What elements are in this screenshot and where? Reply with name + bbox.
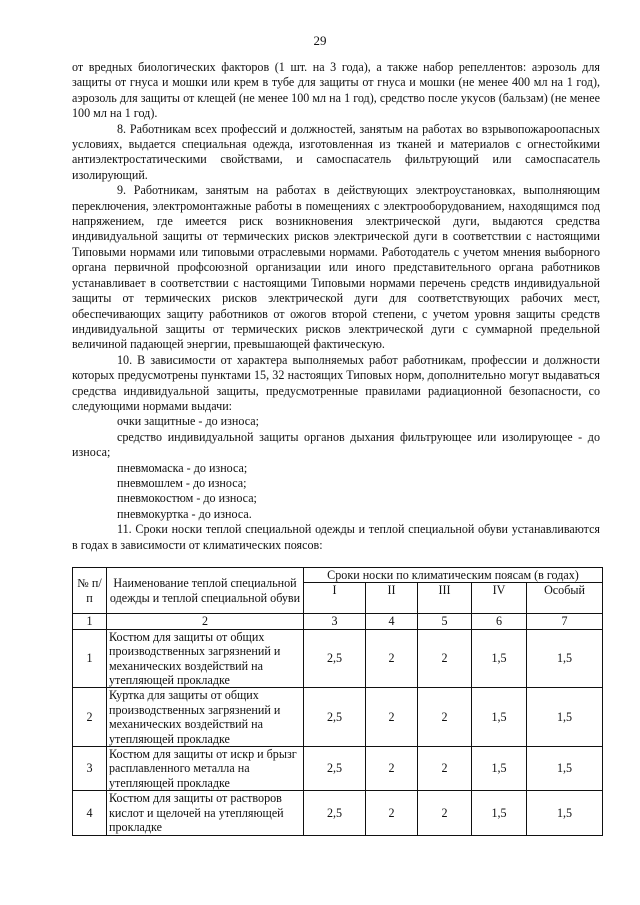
item-name: Костюм для защиты от искр и брызг расплавленного металла на утепляющей прокладке <box>107 747 304 791</box>
paragraph-11: 11. Сроки носки теплой специальной одежды и теплой специальной обуви устанавливаются в годах в зависимости от климатических поясов: <box>72 522 600 552</box>
zone-value: 2,5 <box>304 688 366 747</box>
column-number: 6 <box>472 614 527 629</box>
paragraph-8: 8. Работникам всех профессий и должностей, занятым на работах во взрывопожароопасных условиях, выдается специальная одежда, изготовленная из тканей и материалов с огнестойкими антиэлектростатическими свойствами, и самоспасатель фильтрующий или самоспасатель изолирующий. <box>72 121 600 182</box>
col-header-zone: IV <box>472 583 527 614</box>
zone-value: 1,5 <box>472 688 527 747</box>
wear-periods-table <box>72 567 603 836</box>
table-row <box>73 791 603 835</box>
paragraph-continuation: от вредных биологических факторов (1 шт. на 3 года), а также набор репеллентов: аэрозоль для защиты от гнуса и мошки или крем в тубе для защиты от гнуса и мошки (не менее 400 мл на 1 год), аэрозоль для защиты от клещей (не менее 100 мл на 1 год), средство после укусов (бальзам) (не менее 100 мл на 1 год). <box>72 60 600 121</box>
column-number: 4 <box>366 614 418 629</box>
zone-value: 1,5 <box>472 791 527 835</box>
col-header-zone: I <box>304 583 366 614</box>
zone-value: 2 <box>366 688 418 747</box>
page-number: 29 <box>313 33 327 48</box>
zone-value: 2 <box>366 791 418 835</box>
table-row <box>73 629 603 688</box>
col-header-number: № п/п <box>73 568 107 614</box>
item-name: Костюм для защиты от растворов кислот и щелочей на утепляющей прокладке <box>107 791 304 835</box>
row-number: 2 <box>73 688 107 747</box>
row-number: 1 <box>73 629 107 688</box>
col-header-zone: II <box>366 583 418 614</box>
list-item: пневмомаска - до износа; <box>117 460 248 475</box>
paragraph-9: 9. Работникам, занятым на работах в действующих электроустановках, выполняющим переключения, электромонтажные работы в помещениях с электрооборудованием, находящимся под напряжением, где имеется риск возникновения электрической дуги, выдаются средства индивидуальной защиты от термических рисков электрической дуги в соответствии с настоящими Типовыми нормами или типовыми отраслевыми нормами. Работодатель с учетом мнения выборного органа первичной профсоюзной организации или иного представительного органа работников устанавливает в соответствии с настоящими Типовыми нормами перечень средств индивидуальной защиты от термических рисков электрической дуги для соответствующих рабочих мест, обеспечивающих защиту работников от ожогов второй степени, с учетом уровня защиты средств индивидуальной защиты от термических рисков электрической дуги с суммарной предельной величиной падающей энергии, превышающей фактическую. <box>72 183 600 352</box>
paragraph-10: 10. В зависимости от характера выполняемых работ работникам, профессии и должности которых предусмотрены пунктами 15, 32 настоящих Типовых норм, дополнительно могут выдаваться средства индивидуальной защиты, предусмотренные правилами радиационной безопасности, со следующими нормами выдачи: <box>72 352 600 413</box>
item-name: Куртка для защиты от общих производственных загрязнений и механических воздействий на утепляющей прокладке <box>107 688 304 747</box>
zone-value: 2,5 <box>304 747 366 791</box>
zone-value: 1,5 <box>527 791 603 835</box>
column-number: 1 <box>73 614 107 629</box>
column-number: 7 <box>527 614 603 629</box>
zone-value: 2 <box>418 629 472 688</box>
table-row <box>73 688 603 747</box>
zone-value: 2 <box>366 629 418 688</box>
zone-value: 1,5 <box>472 747 527 791</box>
row-number: 3 <box>73 747 107 791</box>
body-text <box>72 60 600 553</box>
list-item: очки защитные - до износа; <box>117 414 259 429</box>
col-header-zone: III <box>418 583 472 614</box>
zone-value: 2 <box>366 747 418 791</box>
zone-value: 1,5 <box>527 629 603 688</box>
column-number-row <box>73 614 603 629</box>
col-header-name: Наименование теплой специальной одежды и теплой специальной обуви <box>107 568 304 614</box>
column-number: 3 <box>304 614 366 629</box>
list-item: средство индивидуальной защиты органов дыхания фильтрующее или изолирующее - до износа; <box>72 429 600 460</box>
zone-value: 2 <box>418 747 472 791</box>
zone-value: 1,5 <box>527 688 603 747</box>
column-number: 5 <box>418 614 472 629</box>
col-header-group: Сроки носки по климатическим поясам (в годах) <box>304 568 603 583</box>
zone-value: 2 <box>418 688 472 747</box>
zone-value: 1,5 <box>527 747 603 791</box>
list-item: пневмокостюм - до износа; <box>117 491 257 506</box>
col-header-zone: Особый <box>527 583 603 614</box>
zone-value: 2,5 <box>304 629 366 688</box>
zone-value: 1,5 <box>472 629 527 688</box>
column-number: 2 <box>107 614 304 629</box>
zone-value: 2,5 <box>304 791 366 835</box>
list-item: пневмокуртка - до износа. <box>117 506 252 521</box>
table-row <box>73 747 603 791</box>
table-header-row <box>73 568 603 583</box>
list-item: пневмошлем - до износа; <box>117 475 247 490</box>
row-number: 4 <box>73 791 107 835</box>
zone-value: 2 <box>418 791 472 835</box>
item-name: Костюм для защиты от общих производственных загрязнений и механических воздействий на утепляющей прокладке <box>107 629 304 688</box>
